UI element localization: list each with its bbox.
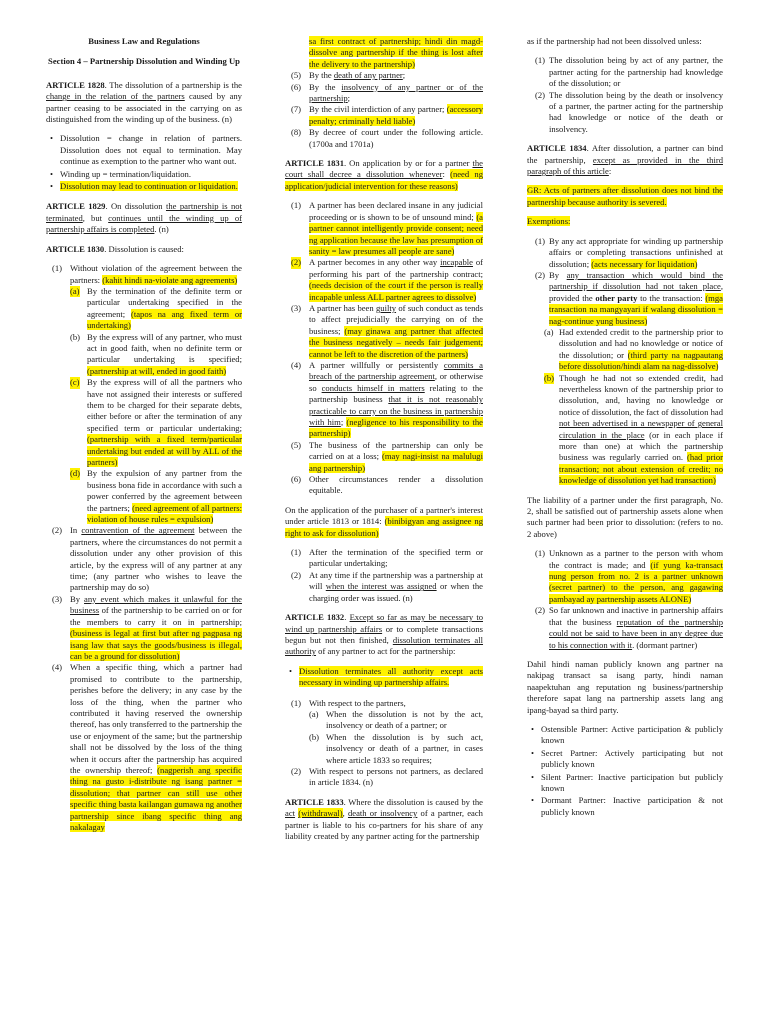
list-text: ; — [340, 417, 347, 427]
list-item — [285, 698, 483, 709]
list-text: At any time if the partnership was a partnership at will — [309, 569, 483, 592]
list-text: The dissolution being by act of any partner, the partner acting for the partnership had knowledge of the dissolution; or — [549, 55, 723, 89]
list-number: (6) — [291, 81, 302, 92]
list-item — [285, 547, 483, 570]
list-text: , provided the — [549, 281, 723, 303]
underlined-text: death of any partner — [333, 70, 403, 81]
highlighted-text: Dissolution may lead to continuation or liquidation. — [60, 181, 238, 192]
list-text: By the termination of the definite term or particular undertaking specified in the agreement; — [87, 285, 242, 319]
highlighted-text: (may ginawa ang partner that affected the business negatively – needs fair judgement; cannot be left to the discretion of the partners) — [309, 325, 483, 359]
list-text: By any act appropriate for winding up partnership affairs or completing transactions unfinished at dissolution; — [549, 235, 723, 269]
list-item — [285, 200, 483, 257]
underlined-text: act — [285, 808, 296, 819]
bullet-text: Dormant Partner: Inactive participation & not publicly known — [541, 795, 723, 817]
highlighted-text: (tapos na ang fixed term or undertaking) — [87, 308, 242, 331]
highlighted-text: (need ng application/judicial intervention for these reasons) — [285, 169, 483, 191]
list-item — [285, 70, 483, 81]
article-1832 — [285, 612, 483, 658]
list-text: By the — [309, 81, 342, 92]
list-letter: (c) — [70, 377, 80, 388]
list-item — [46, 594, 242, 662]
article-1830 — [46, 244, 242, 255]
article-1828 — [46, 80, 242, 126]
list-number: (2) — [291, 569, 302, 580]
list-text: By the civil interdiction of any partner; — [309, 104, 447, 115]
list-text: Had extended credit to the partnership prior to dissolution and had no knowledge or notice of the dissolution; or — [559, 326, 723, 360]
list-number: (2) — [535, 269, 546, 280]
highlighted-text: Exemptions: — [527, 216, 571, 227]
list-letter: (a) — [70, 285, 80, 296]
list-subitem — [46, 286, 242, 332]
list-item — [527, 236, 723, 270]
underlined-text: continues until the winding up of partnership affairs is completed — [46, 212, 242, 235]
list-item — [285, 474, 483, 497]
list-text: A partner becomes in any other way — [309, 257, 441, 268]
article-text: of any partner to act for the partnership: — [316, 646, 456, 657]
list-number: (3) — [291, 302, 302, 313]
list-number: (2) — [291, 765, 302, 776]
list-number: (7) — [291, 104, 302, 115]
general-rule — [527, 185, 723, 208]
list-text: A partner has been declared insane in any judicial proceeding or is shown to be of unsound mind; — [309, 200, 483, 222]
list-number: (1) — [291, 697, 302, 708]
article-text: : — [442, 169, 451, 180]
list-item — [285, 766, 483, 789]
highlighted-text: (need agreement of all partners: violation of house rules = expulsion) — [87, 502, 242, 525]
list-text: Other circumstances render a dissolution equitable. — [309, 474, 483, 496]
underlined-text: death or insolvency — [347, 808, 418, 819]
list-subitem — [46, 332, 242, 378]
article-text: . (n) — [154, 224, 169, 235]
list-number: (1) — [52, 263, 63, 274]
list-text: between the partners, where the circumstances do not permit a dissolution under any other provision of this article, by the express will of any partner at any time; (any partner who wishes to leave the partnership may do so) — [70, 525, 242, 593]
list-item — [46, 263, 242, 286]
highlighted-text: (partnership with a fixed term/particular undertaking but ended at will by ALL of the partners) — [87, 434, 242, 467]
highlighted-text: (third party na nagpautang before dissolution/hindi alam na nag-dissolve) — [559, 349, 724, 372]
highlighted-text: (mga transaction na mangyayari if walang dissolution = nag-continue yung business) — [549, 292, 723, 326]
list-number: (8) — [291, 127, 302, 138]
bullet-item: • Secret Partner: Actively participating but not publicly known — [531, 747, 723, 770]
highlighted-text: (needs decision of the court if the person is really incapable unless ALL partner agrees to dissolve) — [309, 280, 483, 302]
list-number: (6) — [291, 474, 302, 485]
underlined-text: incapable — [440, 257, 473, 268]
highlighted-text: Dissolution terminates all authority except acts necessary in winding up partnership affairs. — [299, 665, 483, 688]
list-text: By — [70, 593, 85, 604]
bullet-text: Dissolution = change in relation of partners. Dissolution does not equal to termination. May continue as exemption to the partner who want out. — [60, 133, 242, 167]
underlined-text: dissolution terminates all authority — [285, 634, 484, 657]
list-number: (5) — [291, 439, 302, 450]
list-letter: (b) — [309, 731, 320, 742]
underlined-text: when the interest was assigned — [325, 581, 437, 592]
article-label: ARTICLE 1831 — [285, 158, 345, 169]
article-text: . The dissolution of a partnership is the — [104, 79, 242, 90]
list-number: (1) — [535, 548, 546, 559]
list-number: (4) — [52, 662, 63, 673]
highlighted-text: (negligence to his responsibility to the partnership) — [309, 417, 483, 439]
purchaser-paragraph — [285, 505, 483, 539]
list-subitem — [46, 468, 242, 525]
bullet-item: • Dormant Partner: Inactive participation & not publicly known — [531, 795, 723, 817]
list-letter: (b) — [70, 331, 81, 342]
bullet-item: • Dissolution = change in relation of partners. Dissolution does not equal to termination. May continue as exemption to the partner who want out. — [50, 133, 242, 167]
column-1 — [46, 36, 242, 833]
article-text: , — [342, 808, 348, 819]
article-1834 — [527, 143, 723, 177]
article-text: , but — [82, 212, 109, 223]
underlined-text: not been advertised in a newspaper of general circulation in the place — [559, 418, 723, 440]
continued-text: as if the partnership had not been dissolved unless: — [527, 36, 702, 46]
highlighted-text: GR: Acts of partners after dissolution does not bind the partnership because authority is severed. — [527, 185, 723, 207]
highlighted-text: (may nagi-insist na malulugi ang partnership) — [309, 451, 483, 473]
list-text: A partner willfully or persistently — [309, 359, 444, 370]
list-text: relating to the partnership business — [309, 382, 483, 405]
list-number: (1) — [535, 235, 546, 246]
list-item — [46, 662, 242, 833]
article-text: . On application by or for a partner — [344, 158, 473, 169]
article-1833 — [285, 797, 483, 843]
highlighted-text: (withdrawal) — [298, 808, 343, 819]
liability-paragraph: The liability of a partner under the first paragraph, No. 2, shall be satisfied out of partnership assets alone when such partner had been prior to dissolution: (refers to no. 2 above) — [527, 494, 723, 539]
list-text: ; — [402, 70, 406, 81]
article-1831 — [285, 158, 483, 192]
list-text: By the express will of all the partners who have not assigned their interests or suffered them to be charged for their separate debts, either before or after the termination of any specified term or particular undertaking; — [87, 377, 242, 433]
list-item — [527, 605, 723, 651]
highlighted-text: (had prior transaction; not about extension of credit; no knowledge of dissolution yet had transaction) — [559, 452, 723, 486]
article-text: caused by any partner ceasing to be associated in the carrying on as distinguished from the winding up of the business. (n) — [46, 91, 242, 125]
list-number: (4) — [291, 359, 302, 370]
underlined-text: commits a breach of the partnership agreement — [309, 359, 483, 382]
highlighted-text: sa first contract of partnership; hindi din magd-dissolve ang partnership if the thing is lost after the delivery to the partnership) — [309, 36, 483, 69]
article-text: of a partner, each partner is liable to his co-partners for his share of any liability created by any partner acting for the partnership — [285, 808, 483, 841]
column-2 — [285, 36, 483, 850]
list-number: (1) — [535, 55, 546, 66]
list-text: So far unknown and inactive in partnership affairs that the business — [549, 605, 723, 627]
bullet-text: Secret Partner: Actively participating but not publicly known — [541, 747, 723, 770]
list-text: , or otherwise so — [309, 371, 483, 393]
list-text: By decree of court under the following article. (1700a and 1701a) — [309, 127, 483, 149]
list-text: or when the charging order was issued. (n) — [309, 581, 483, 603]
list-number: (5) — [291, 70, 302, 81]
list-text: Without violation of the agreement between the partners: — [70, 263, 242, 285]
list-item — [285, 104, 483, 127]
list-text: of such conduct as tends to affect prejudicially the carrying on of the business; — [309, 302, 484, 336]
list-item — [527, 548, 723, 605]
underlined-text: contravention of the agreement — [81, 525, 195, 536]
highlighted-text: (partnership at will, ended in good faith) — [87, 365, 227, 376]
section-heading: Section 4 – Partnership Dissolution and Winding Up — [48, 56, 240, 67]
highlighted-text: (business is legal at first but after ng pagpasa ng isang law that says the goods/business is illegal, can be a ground for dissolution) — [70, 628, 242, 661]
list-text: of the partnership to be carried on or for the members to carry it on in partnership; — [70, 605, 242, 627]
article-1829 — [46, 201, 242, 235]
list-number: (2) — [535, 89, 546, 100]
highlighted-text: (kahit hindi na-violate ang agreements) — [102, 274, 238, 285]
list-item — [285, 440, 483, 474]
article-text: . Dissolution is caused: — [104, 243, 184, 254]
underlined-text: insolvency of any partner or of the partnership — [309, 81, 484, 104]
bullet-item: • Winding up = termination/liquidation. — [50, 168, 192, 179]
article-text: . On dissolution — [105, 201, 166, 212]
list-letter: (b) — [544, 372, 555, 383]
underlined-text: Except so far as may be necessary to wind up partnership affairs — [285, 612, 483, 634]
list-text: When the dissolution is by such act, insolvency or death of a partner, in cases where article 1833 so requires; — [326, 731, 483, 765]
list-text: By — [549, 269, 567, 280]
list-subitem — [527, 327, 723, 373]
list-item — [46, 525, 242, 593]
article-text: . — [344, 612, 350, 623]
highlighted-text: (acts necessary for liquidation) — [591, 258, 698, 269]
list-text: The dissolution being by the death or insolvency of a partner, the partner acting for the partnership had knowledge or notice of the death or insolvency. — [549, 89, 723, 134]
list-number: (1) — [291, 200, 302, 211]
list-text: . (dormant partner) — [632, 639, 698, 650]
bullet-text: Ostensible Partner: Active participation & publicly known — [541, 723, 723, 746]
list-letter: (a) — [544, 326, 554, 337]
dahil-paragraph: Dahil hindi naman publicly known ang partner na nakipag transact sa isang party, hindi naman naapektuhan ang reputation ng business/partnership therefore sapat lang na partnership assets lang ang ipang-bayad sa third party. — [527, 658, 723, 715]
highlighted-text: (if yung ka-transact nung person from no. 2 is a partner unknown (secret partner) to the person, ang gagawing pambayad ay partnership assets ALONE) — [549, 559, 723, 604]
list-subitem — [46, 377, 242, 468]
list-text: The business of the partnership can only be carried on at a loss; — [309, 439, 483, 462]
article-label: ARTICLE 1829 — [46, 201, 106, 212]
bullet-item: • Dissolution may lead to continuation or liquidation. — [50, 181, 238, 192]
bullet-text: Winding up = termination/liquidation. — [60, 168, 192, 179]
list-letter: (a) — [309, 708, 319, 719]
article-text: . Where the dissolution is caused by the — [343, 796, 483, 807]
list-subitem — [285, 709, 483, 732]
list-text: By the express will of any partner, who must act in good faith, when no definite term or particular undertaking is specified; — [87, 331, 242, 365]
list-item — [285, 303, 483, 360]
list-subitem — [285, 732, 483, 766]
list-text: In — [70, 525, 82, 536]
article-text: . After dissolution, a partner can bind the partnership, — [527, 143, 723, 165]
highlighted-text: (a partner cannot intelligently provide consent; need ng application because the law has presumption of sanity = law presumes all people are sane) — [309, 211, 483, 256]
underlined-text: conducts himself in matters — [321, 382, 425, 393]
highlighted-text: (binibigyan ang assignee ng right to ask for dissolution) — [285, 516, 484, 538]
list-item — [527, 55, 723, 89]
underlined-text: reputation of the partnership could not be said to have been in any degree due to his connection with it — [549, 616, 723, 650]
underlined-text: change in the relation of the partners — [46, 91, 185, 102]
article-text: : — [608, 166, 612, 177]
list-text: After the termination of the specified term or particular undertaking; — [309, 547, 483, 569]
bullet-item: • Dissolution terminates all authority except acts necessary in winding up partnership affairs. — [289, 665, 483, 688]
list-item — [527, 270, 723, 327]
list-text: A partner has been — [309, 302, 376, 313]
list-number: (2) — [535, 605, 546, 616]
article-label: ARTICLE 1834 — [527, 143, 587, 154]
list-number: (2) — [291, 257, 302, 268]
document-title: Business Law and Regulations — [88, 36, 200, 46]
list-text: to the transaction: — [637, 292, 706, 303]
list-number: (1) — [291, 547, 302, 558]
highlighted-text: (accessory penalty; criminally held liable) — [309, 104, 483, 126]
list-text: When the dissolution is not by the act, insolvency or death of a partner; or — [326, 708, 483, 731]
article-label: ARTICLE 1832 — [285, 612, 345, 623]
underlined-text: the partnership is not terminated — [46, 201, 242, 223]
underlined-text: any transaction which would bind the partnership if dissolution had not taken place — [549, 269, 723, 292]
list-item — [527, 90, 723, 136]
list-item — [285, 360, 483, 440]
list-text: Unknown as a partner to the person with whom the contract is made; and — [549, 548, 723, 570]
article-label: ARTICLE 1833 — [285, 796, 344, 807]
list-text: (or in each place if more than one) at which the partnership business was regularly carried on. — [559, 429, 723, 463]
list-subitem — [527, 373, 723, 487]
list-text: With respect to the partners, — [309, 697, 406, 708]
bullet-item: • Silent Partner: Inactive participation but publicly known — [531, 771, 723, 793]
list-item — [285, 127, 483, 150]
list-number: (3) — [52, 593, 63, 604]
bullet-item: • Ostensible Partner: Active participation & publicly known — [531, 723, 723, 746]
list-item — [285, 257, 483, 303]
column-3 — [527, 36, 723, 819]
list-text: of performing his part of the partnership contract; — [309, 257, 483, 279]
list-text: With respect to persons not partners, as declared in article 1834. (n) — [309, 765, 483, 788]
list-letter: (d) — [70, 468, 81, 479]
list-text: By the — [309, 70, 334, 81]
list-number: (2) — [52, 525, 63, 536]
list-text: Though he had not so extended credit, had nevertheless known of the partnership prior to dissolution, and, having no knowledge or notice of dissolution, the fact of dissolution had — [559, 372, 723, 417]
paragraph-text: On the application of the purchaser of a partner's interest under article 1813 or 1814: — [285, 504, 483, 527]
bold-text: other party — [595, 292, 638, 303]
exemptions-heading — [527, 216, 723, 227]
list-item-continued — [285, 36, 483, 70]
list-text: By the expulsion of any partner from the business bona fide in accordance with such a power conferred by the agreement between the partners; — [87, 468, 242, 513]
bullet-text: Silent Partner: Inactive participation but publicly known — [541, 771, 723, 793]
article-label: ARTICLE 1830 — [46, 243, 105, 254]
underlined-text: guilty — [375, 302, 397, 313]
list-text: When a specific thing, which a partner had promised to contribute to the partnership, perishes before the delivery; in any case by the loss of the thing, when the partner who contributed it having reserved the ownership thereof, has only transferred to the partnership the use or enjoyment of the same; but the partnership shall not be dissolved by the loss of the thing when it occurs after the partnership has acquired the ownership thereof; — [70, 662, 242, 775]
article-text: or to complete transactions begun but not then finished, — [285, 623, 483, 645]
underlined-text: except as provided in the third paragraph of this article — [527, 154, 723, 177]
underlined-text: that it is not reasonably practicable to carry on the business in partnership with him — [309, 394, 483, 427]
list-text: ; — [347, 93, 351, 104]
underlined-text: any event which makes it unlawful for the business — [70, 593, 242, 616]
list-item — [285, 82, 483, 105]
article-label: ARTICLE 1828 — [46, 79, 105, 90]
highlighted-text: (nagperish ang specific thing na gusto i-distribute ng isang partner = dissolution; that partner can still use other specific thing basta kailangan gumawa ng another partnership since ibang specific thing ang nakalagay — [70, 764, 243, 832]
list-item — [285, 570, 483, 604]
underlined-text: the court shall decree a dissolution whenever — [285, 158, 483, 180]
